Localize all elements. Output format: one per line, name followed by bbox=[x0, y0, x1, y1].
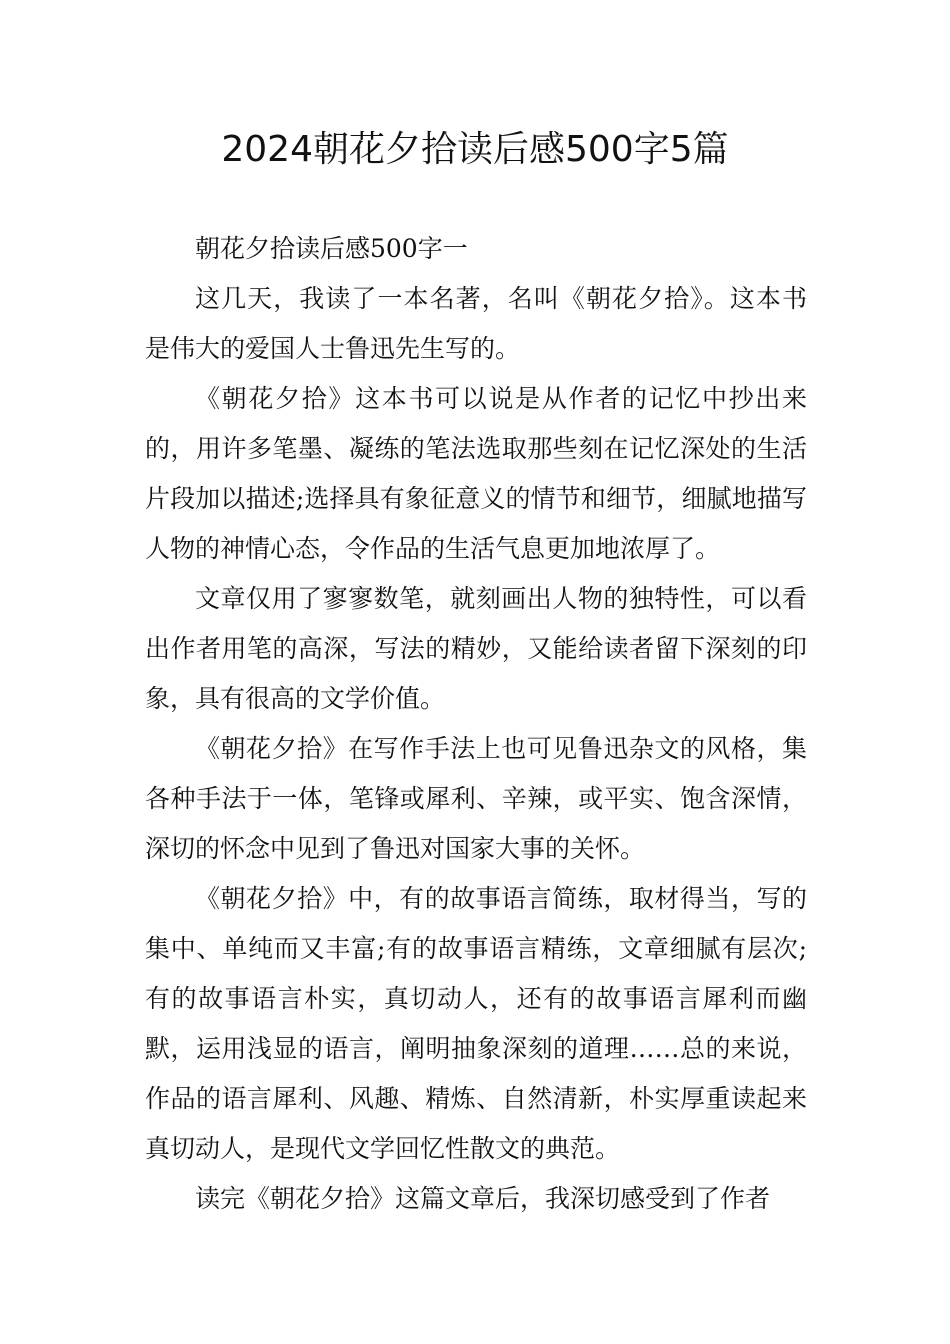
paragraph: 文章仅用了寥寥数笔，就刻画出人物的独特性，可以看出作者用笔的高深，写法的精妙，又能给读者留下深刻的印象，具有很高的文学价值。 bbox=[145, 584, 807, 713]
document-body bbox=[145, 224, 807, 1224]
paragraph: 《朝花夕拾》在写作手法上也可见鲁迅杂文的风格，集各种手法于一体，笔锋或犀利、辛辣，或平实、饱含深情，深切的怀念中见到了鲁迅对国家大事的关怀。 bbox=[145, 734, 807, 863]
paragraph: 读完《朝花夕拾》这篇文章后，我深切感受到了作者 bbox=[195, 1184, 771, 1213]
document-title: 2024朝花夕拾读后感500字5篇 bbox=[221, 129, 729, 170]
section-heading: 朝花夕拾读后感500字一 bbox=[195, 234, 468, 263]
paragraph: 《朝花夕拾》中，有的故事语言简练，取材得当，写的集中、单纯而又丰富;有的故事语言精练，文章细腻有层次;有的故事语言朴实，真切动人，还有的故事语言犀利而幽默，运用浅显的语言，阐明抽象深刻的道理……总的来说，作品的语言犀利、风趣、精炼、自然清新，朴实厚重读起来真切动人，是现代文学回忆性散文的典范。 bbox=[145, 884, 807, 1163]
paragraph: 《朝花夕拾》这本书可以说是从作者的记忆中抄出来的，用许多笔墨、凝练的笔法选取那些刻在记忆深处的生活片段加以描述;选择具有象征意义的情节和细节，细腻地描写人物的神情心态，令作品的生活气息更加地浓厚了。 bbox=[145, 384, 807, 563]
paragraph: 这几天，我读了一本名著，名叫《朝花夕拾》。这本书是伟大的爱国人士鲁迅先生写的。 bbox=[145, 284, 807, 363]
